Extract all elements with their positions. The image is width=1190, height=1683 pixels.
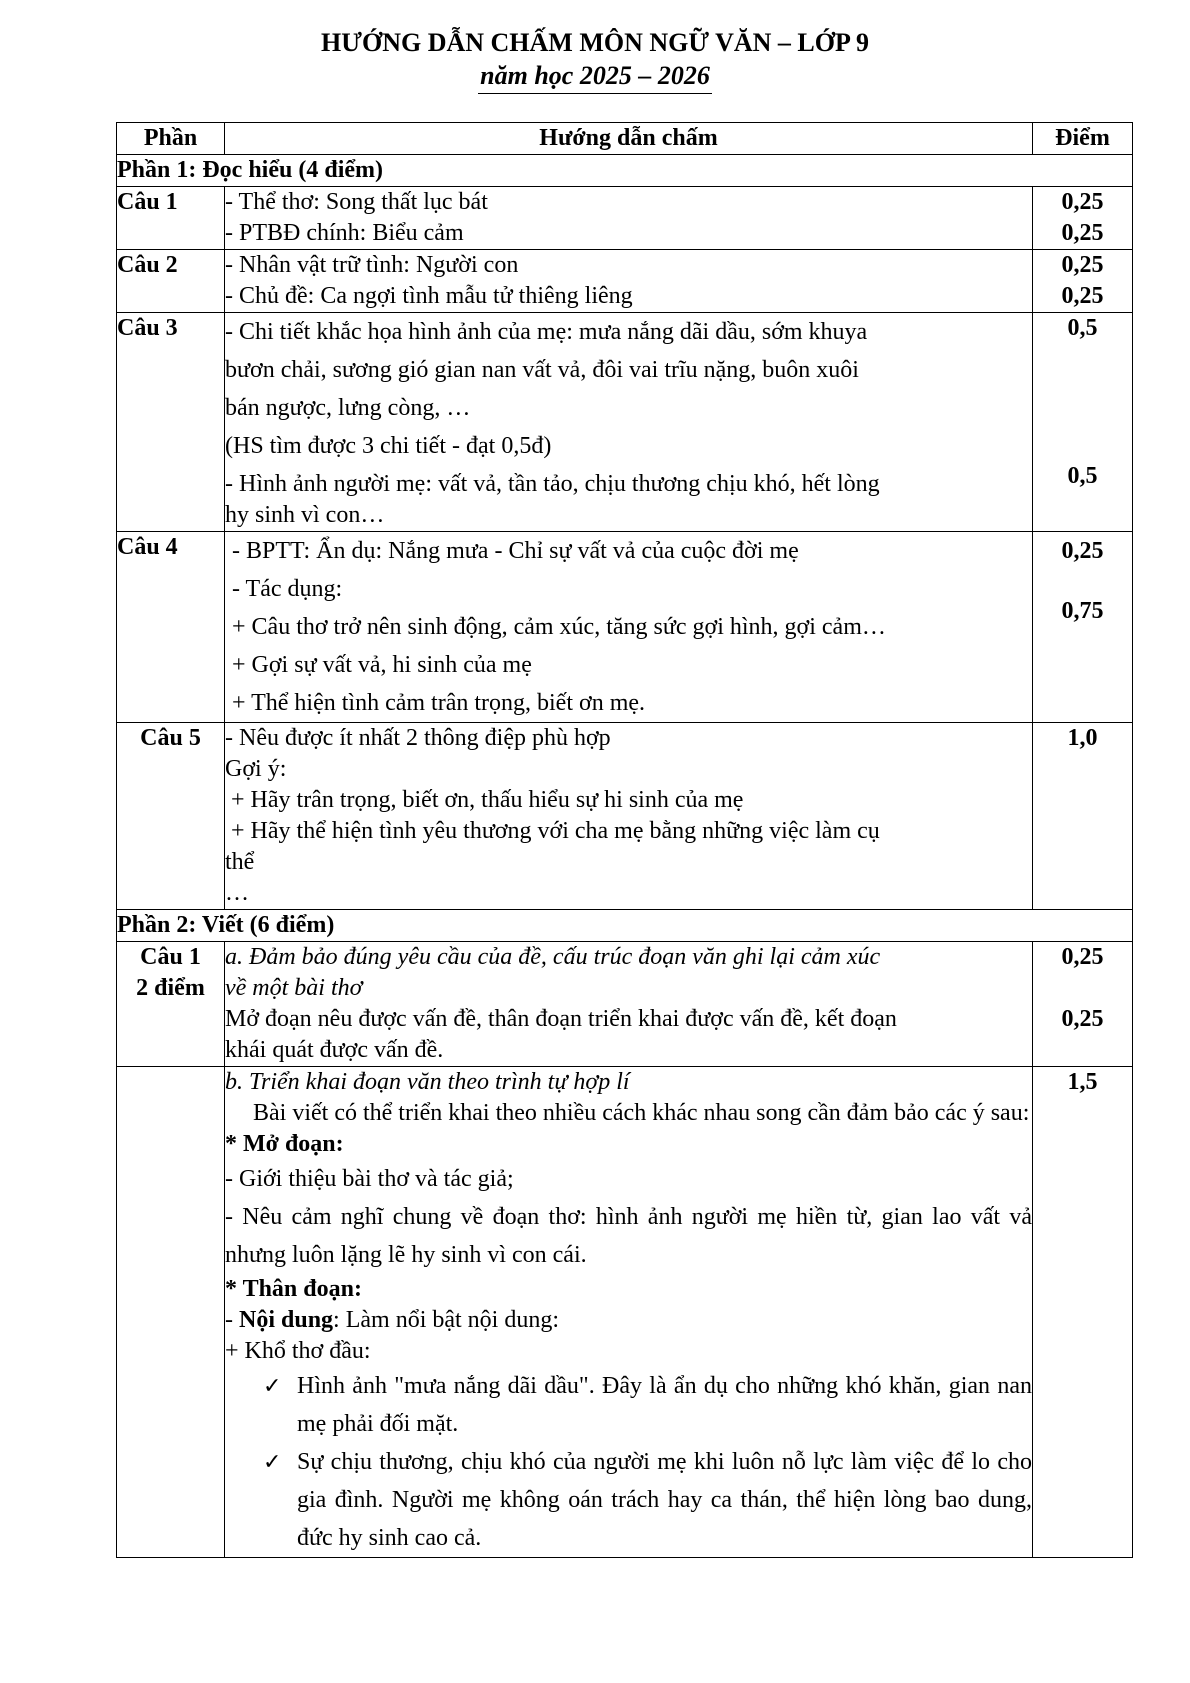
score-cell	[1033, 313, 1133, 532]
body-heading: * Thân đoạn:	[225, 1276, 362, 1302]
question-label: Câu 2	[117, 250, 225, 313]
score-value: 1,0	[1067, 725, 1098, 751]
table-row-writing-b	[117, 1067, 1133, 1558]
table-header-row	[117, 123, 1133, 155]
score-cell	[1033, 532, 1133, 723]
document-title: HƯỚNG DẪN CHẤM MÔN NGỮ VĂN – LỚP 9	[321, 28, 869, 57]
criterion-line: a. Đảm bảo đúng yêu cầu của đề, cấu trúc đoạn văn ghi lại cảm xúc	[225, 944, 881, 970]
guide-line: hy sinh vì con…	[225, 502, 385, 528]
guide-line: - Tác dụng:	[232, 576, 343, 602]
guide-line: - Nêu được ít nhất 2 thông điệp phù hợp	[225, 725, 611, 751]
guide-line: - Hình ảnh người mẹ: vất vả, tần tảo, chịu thương chịu khó, hết lòng	[225, 471, 880, 497]
document-subtitle	[0, 60, 1190, 94]
question-label	[117, 942, 225, 1067]
stanza-line: + Khổ thơ đầu:	[225, 1338, 371, 1364]
section-heading-part1: Phần 1: Đọc hiểu (4 điểm)	[117, 155, 1133, 187]
score-value: 0,5	[1067, 463, 1098, 489]
guide-line: - Thể thơ: Song thất lục bát	[225, 189, 488, 215]
column-header-guide: Hướng dẫn chấm	[225, 123, 1033, 155]
score-value: 0,5	[1067, 315, 1098, 341]
subtitle-text: năm học 2025 – 2026	[478, 60, 712, 94]
guide-cell	[225, 942, 1033, 1067]
score-value: 1,5	[1067, 1069, 1098, 1095]
score-value: 0,25	[1061, 252, 1104, 278]
table-row-q3	[117, 313, 1133, 532]
guide-line: …	[225, 880, 249, 906]
check-item	[225, 1367, 1032, 1443]
guide-cell	[225, 250, 1033, 313]
content-label: Nội dung	[239, 1307, 334, 1333]
score-value: 0,25	[1061, 189, 1104, 215]
table-row-q4	[117, 532, 1133, 723]
guide-line: thể	[225, 849, 255, 875]
check-text: Sự chịu thương, chịu khó của người mẹ khi luôn nỗ lực làm việc để lo cho gia đình. Người mẹ không oán trách hay ca thán, thể hiện lòng bao dung, đức hy sinh cao cả.	[297, 1449, 1032, 1551]
section-row-part1	[117, 155, 1133, 187]
guide-line: (HS tìm được 3 chi tiết - đạt 0,5đ)	[225, 433, 552, 459]
guide-cell	[225, 313, 1033, 532]
checkmark-icon: ✓	[263, 1373, 282, 1398]
question-points: 2 điểm	[136, 975, 205, 1001]
intro-paragraph: Bài viết có thể triển khai theo nhiều cách khác nhau song cần đảm bảo các ý sau:	[253, 1100, 1030, 1126]
grading-table	[116, 122, 1133, 1558]
question-label: Câu 5	[117, 723, 225, 910]
check-text: Hình ảnh "mưa nắng dãi dầu". Đây là ẩn dụ cho những khó khăn, gian nan mẹ phải đối mặt.	[297, 1373, 1032, 1437]
guide-cell	[225, 1067, 1033, 1558]
question-number: Câu 1	[140, 944, 201, 970]
score-value: 0,25	[1061, 944, 1104, 970]
score-cell	[1033, 723, 1133, 910]
content-line: - Nội dung: Làm nổi bật nội dung:	[225, 1307, 560, 1333]
column-header-score: Điểm	[1033, 123, 1133, 155]
guide-line: + Thể hiện tình cảm trân trọng, biết ơn mẹ.	[232, 690, 646, 716]
guide-line: khái quát được vấn đề.	[225, 1037, 444, 1063]
opening-line: - Giới thiệu bài thơ và tác giả;	[225, 1166, 514, 1192]
score-cell	[1033, 187, 1133, 250]
table-row-q1	[117, 187, 1133, 250]
opening-block	[225, 1160, 1032, 1274]
guide-line: + Hãy thể hiện tình yêu thương với cha mẹ bằng những việc làm cụ	[225, 818, 880, 844]
guide-line: Gợi ý:	[225, 756, 287, 782]
section-heading-part2: Phần 2: Viết (6 điểm)	[117, 910, 1133, 942]
guide-line: + Hãy trân trọng, biết ơn, thấu hiểu sự hi sinh của mẹ	[225, 787, 744, 813]
table-row-writing-a	[117, 942, 1133, 1067]
guide-line: - PTBĐ chính: Biểu cảm	[225, 220, 464, 246]
guide-line: bươn chải, sương gió gian nan vất vả, đôi vai trĩu nặng, buôn xuôi	[225, 357, 859, 383]
question-label: Câu 1	[117, 187, 225, 250]
guide-line: + Gợi sự vất vả, hi sinh của mẹ	[232, 652, 532, 678]
score-value: 0,25	[1061, 1006, 1104, 1032]
guide-line: + Câu thơ trở nên sinh động, cảm xúc, tăng sức gợi hình, gợi cảm…	[232, 614, 886, 640]
check-item	[225, 1443, 1032, 1557]
question-label: Câu 3	[117, 313, 225, 532]
table-row-q2	[117, 250, 1133, 313]
guide-line: - Chi tiết khắc họa hình ảnh của mẹ: mưa nắng dãi dầu, sớm khuya	[225, 319, 868, 345]
score-cell	[1033, 1067, 1133, 1558]
guide-line: - BPTT: Ẩn dụ: Nắng mưa - Chỉ sự vất vả của cuộc đời mẹ	[232, 538, 799, 564]
guide-line: - Chủ đề: Ca ngợi tình mẫu tử thiêng liêng	[225, 283, 633, 309]
score-value: 0,25	[1061, 220, 1104, 246]
guide-line: Mở đoạn nêu được vấn đề, thân đoạn triển khai được vấn đề, kết đoạn	[225, 1006, 897, 1032]
question-label: Câu 4	[117, 532, 225, 723]
table-row-q5	[117, 723, 1133, 910]
score-value: 0,25	[1061, 538, 1104, 564]
score-cell	[1033, 250, 1133, 313]
guide-cell	[225, 187, 1033, 250]
guide-line: bán ngược, lưng còng, …	[225, 395, 471, 421]
guide-cell	[225, 532, 1033, 723]
score-cell	[1033, 942, 1133, 1067]
score-value: 0,25	[1061, 283, 1104, 309]
criterion-line: b. Triển khai đoạn văn theo trình tự hợp lí	[225, 1069, 630, 1095]
content-text: : Làm nổi bật nội dung:	[333, 1307, 560, 1333]
opening-heading: * Mở đoạn:	[225, 1131, 344, 1157]
guide-cell	[225, 723, 1033, 910]
guide-line: - Nhân vật trữ tình: Người con	[225, 252, 519, 278]
checkmark-icon: ✓	[263, 1449, 282, 1474]
empty-label-cell	[117, 1067, 225, 1558]
section-row-part2	[117, 910, 1133, 942]
column-header-part: Phần	[117, 123, 225, 155]
score-value: 0,75	[1061, 598, 1104, 624]
criterion-line: về một bài thơ	[225, 975, 363, 1001]
opening-line: - Nêu cảm nghĩ chung về đoạn thơ: hình ảnh người mẹ hiền từ, gian lao vất vả nhưng luôn lặng lẽ hy sinh vì con cái.	[225, 1204, 1032, 1268]
